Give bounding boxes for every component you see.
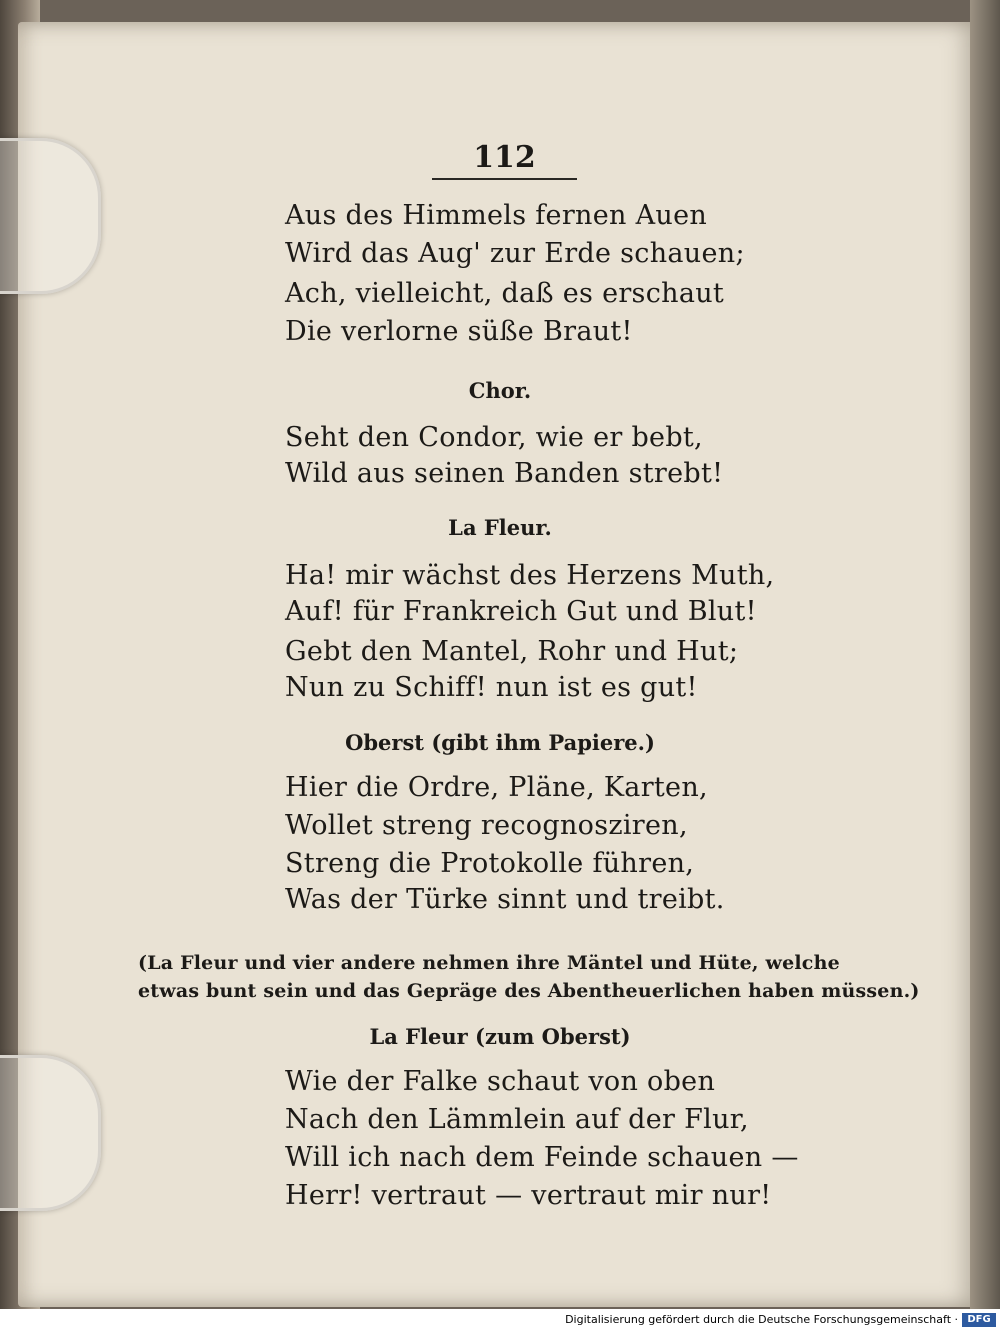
verse-line: Aus des Himmels fernen Auen [285,200,708,231]
verse-line: Nun zu Schiff! nun ist es gut! [285,672,698,703]
verse-line: Wie der Falke schaut von oben [285,1066,716,1097]
footer-bar [0,1309,1000,1329]
page-number: 112 [473,140,536,175]
page-clip-top [0,138,101,294]
verse-line: Will ich nach dem Feinde schauen — [285,1142,799,1173]
header-rule [432,178,577,180]
footer-credit: Digitalisierung gefördert durch die Deutsche Forschungsgemeinschaft · [565,1313,958,1326]
verse-line: Auf! für Frankreich Gut und Blut! [285,596,757,627]
verse-line: Nach den Lämmlein auf der Flur, [285,1104,749,1135]
page-clip-bottom [0,1055,101,1211]
verse-line: Gebt den Mantel, Rohr und Hut; [285,636,739,667]
verse-line: Wird das Aug' zur Erde schauen; [285,238,745,269]
verse-line: Streng die Protokolle führen, [285,848,695,879]
verse-line: Ach, vielleicht, daß es erschaut [285,278,725,309]
page-edge [970,0,1000,1329]
speaker-heading: La Fleur. [448,515,552,540]
verse-line: Die verlorne süße Braut! [285,316,633,347]
verse-line: Wild aus seinen Banden strebt! [285,458,724,489]
verse-line: Was der Türke sinnt und treibt. [285,884,725,915]
speaker-heading: Chor. [468,378,532,403]
verse-line: Herr! vertraut — vertraut mir nur! [285,1180,772,1211]
verse-line: Ha! mir wächst des Herzens Muth, [285,560,775,591]
speaker-heading: La Fleur (zum Oberst) [369,1024,631,1049]
stage-direction: etwas bunt sein und das Gepräge des Abentheuerlichen haben müssen.) [138,980,920,1002]
dfg-logo: DFG [962,1313,996,1327]
speaker-heading: Oberst (gibt ihm Papiere.) [345,730,655,755]
stage-direction: (La Fleur und vier andere nehmen ihre Mäntel und Hüte, welche [138,952,840,974]
verse-line: Wollet streng recognosziren, [285,810,688,841]
verse-line: Seht den Condor, wie er bebt, [285,422,703,453]
verse-line: Hier die Ordre, Pläne, Karten, [285,772,708,803]
